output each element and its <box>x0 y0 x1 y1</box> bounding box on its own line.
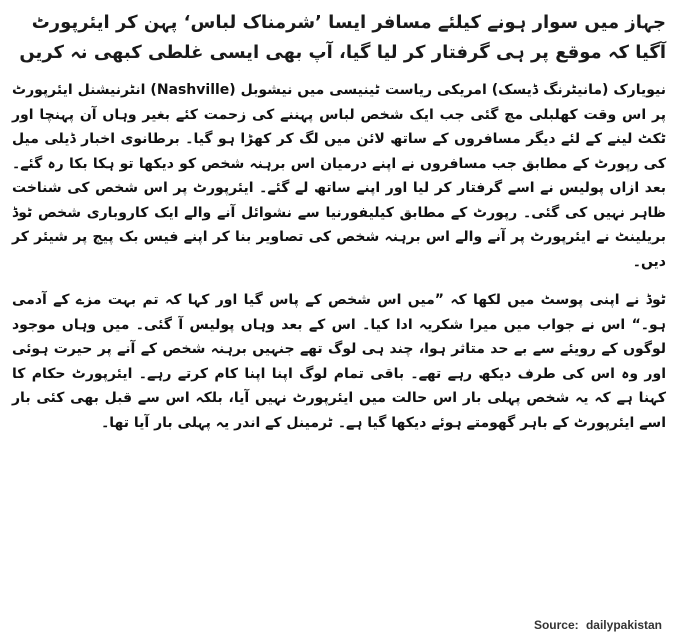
article-paragraph-1: نیویارک (مانیٹرنگ ڈیسک) امریکی ریاست ٹینیسی میں نیشوبل (Nashville) انٹرنیشنل ایئرپورٹ پر اس وقت کھلبلی مچ گئی جب ایک شخص لباس پہننے کی زحمت کئے بغیر وہاں آن پہنچا اور ٹکٹ لینے کے لئے دیگر مسافروں کے ساتھ لائن میں لگ کر کھڑا ہو گیا۔ برطانوی اخبار ڈیلی میل کی رپورٹ کے مطابق جب مسافروں نے اپنے درمیان اس برہنہ شخص کو دیکھا تو ہکا بکا رہ گئے۔ بعد ازاں پولیس نے اسے گرفتار کر لیا اور اپنے ساتھ لے گئے۔ ایئرپورٹ پر اس شخص کی شناخت ظاہر نہیں کی گئی۔ رپورٹ کے مطابق کیلیفورنیا سے نشوائل آنے والے ایک کاروباری شخص ٹوڈ بریلینٹ نے ایئرپورٹ پر آنے والے اس برہنہ شخص کی تصاویر بنا کر اپنے فیس بک پیج پر شیئر کر دیں۔ <box>12 82 666 270</box>
source-credit <box>534 618 662 632</box>
news-article <box>12 8 666 640</box>
source-name: dailypakistan <box>585 618 662 632</box>
article-paragraph-2: ٹوڈ نے اپنی پوسٹ میں لکھا کہ ”میں اس شخص کے پاس گیا اور کہا کہ تم بہت مزے کے آدمی ہو۔“ اس نے جواب میں میرا شکریہ ادا کیا۔ اس کے بعد وہاں پولیس آ گئی۔ میں وہاں موجود لوگوں کے رویئے سے بے حد متاثر ہوا، چند ہی لوگ تھے جنہیں برہنہ شخص کے آنے پر حیرت ہوئی اور وہ اس کی طرف دیکھ رہے تھے۔ باقی تمام لوگ اپنا اپنا کام کرتے رہے۔ ایئرپورٹ حکام کا کہنا ہے کہ یہ شخص پہلی بار اس حالت میں ایئرپورٹ نہیں آیا، بلکہ اس سے قبل بھی کئی بار اسے ایئرپورٹ کے باہر گھومتے ہوئے دیکھا گیا ہے۔ ٹرمینل کے اندر یہ پہلی بار آیا تھا۔ <box>12 292 666 431</box>
article-headline: جہاز میں سوار ہونے کیلئے مسافر ایسا ’شرمناک لباس‘ پہن کر ایئرپورٹ آگیا کہ موقع پر ہی گرفتار کر لیا گیا، آپ بھی ایسی غلطی کبھی نہ کریں <box>19 12 666 63</box>
source-label: Source: <box>533 618 579 632</box>
